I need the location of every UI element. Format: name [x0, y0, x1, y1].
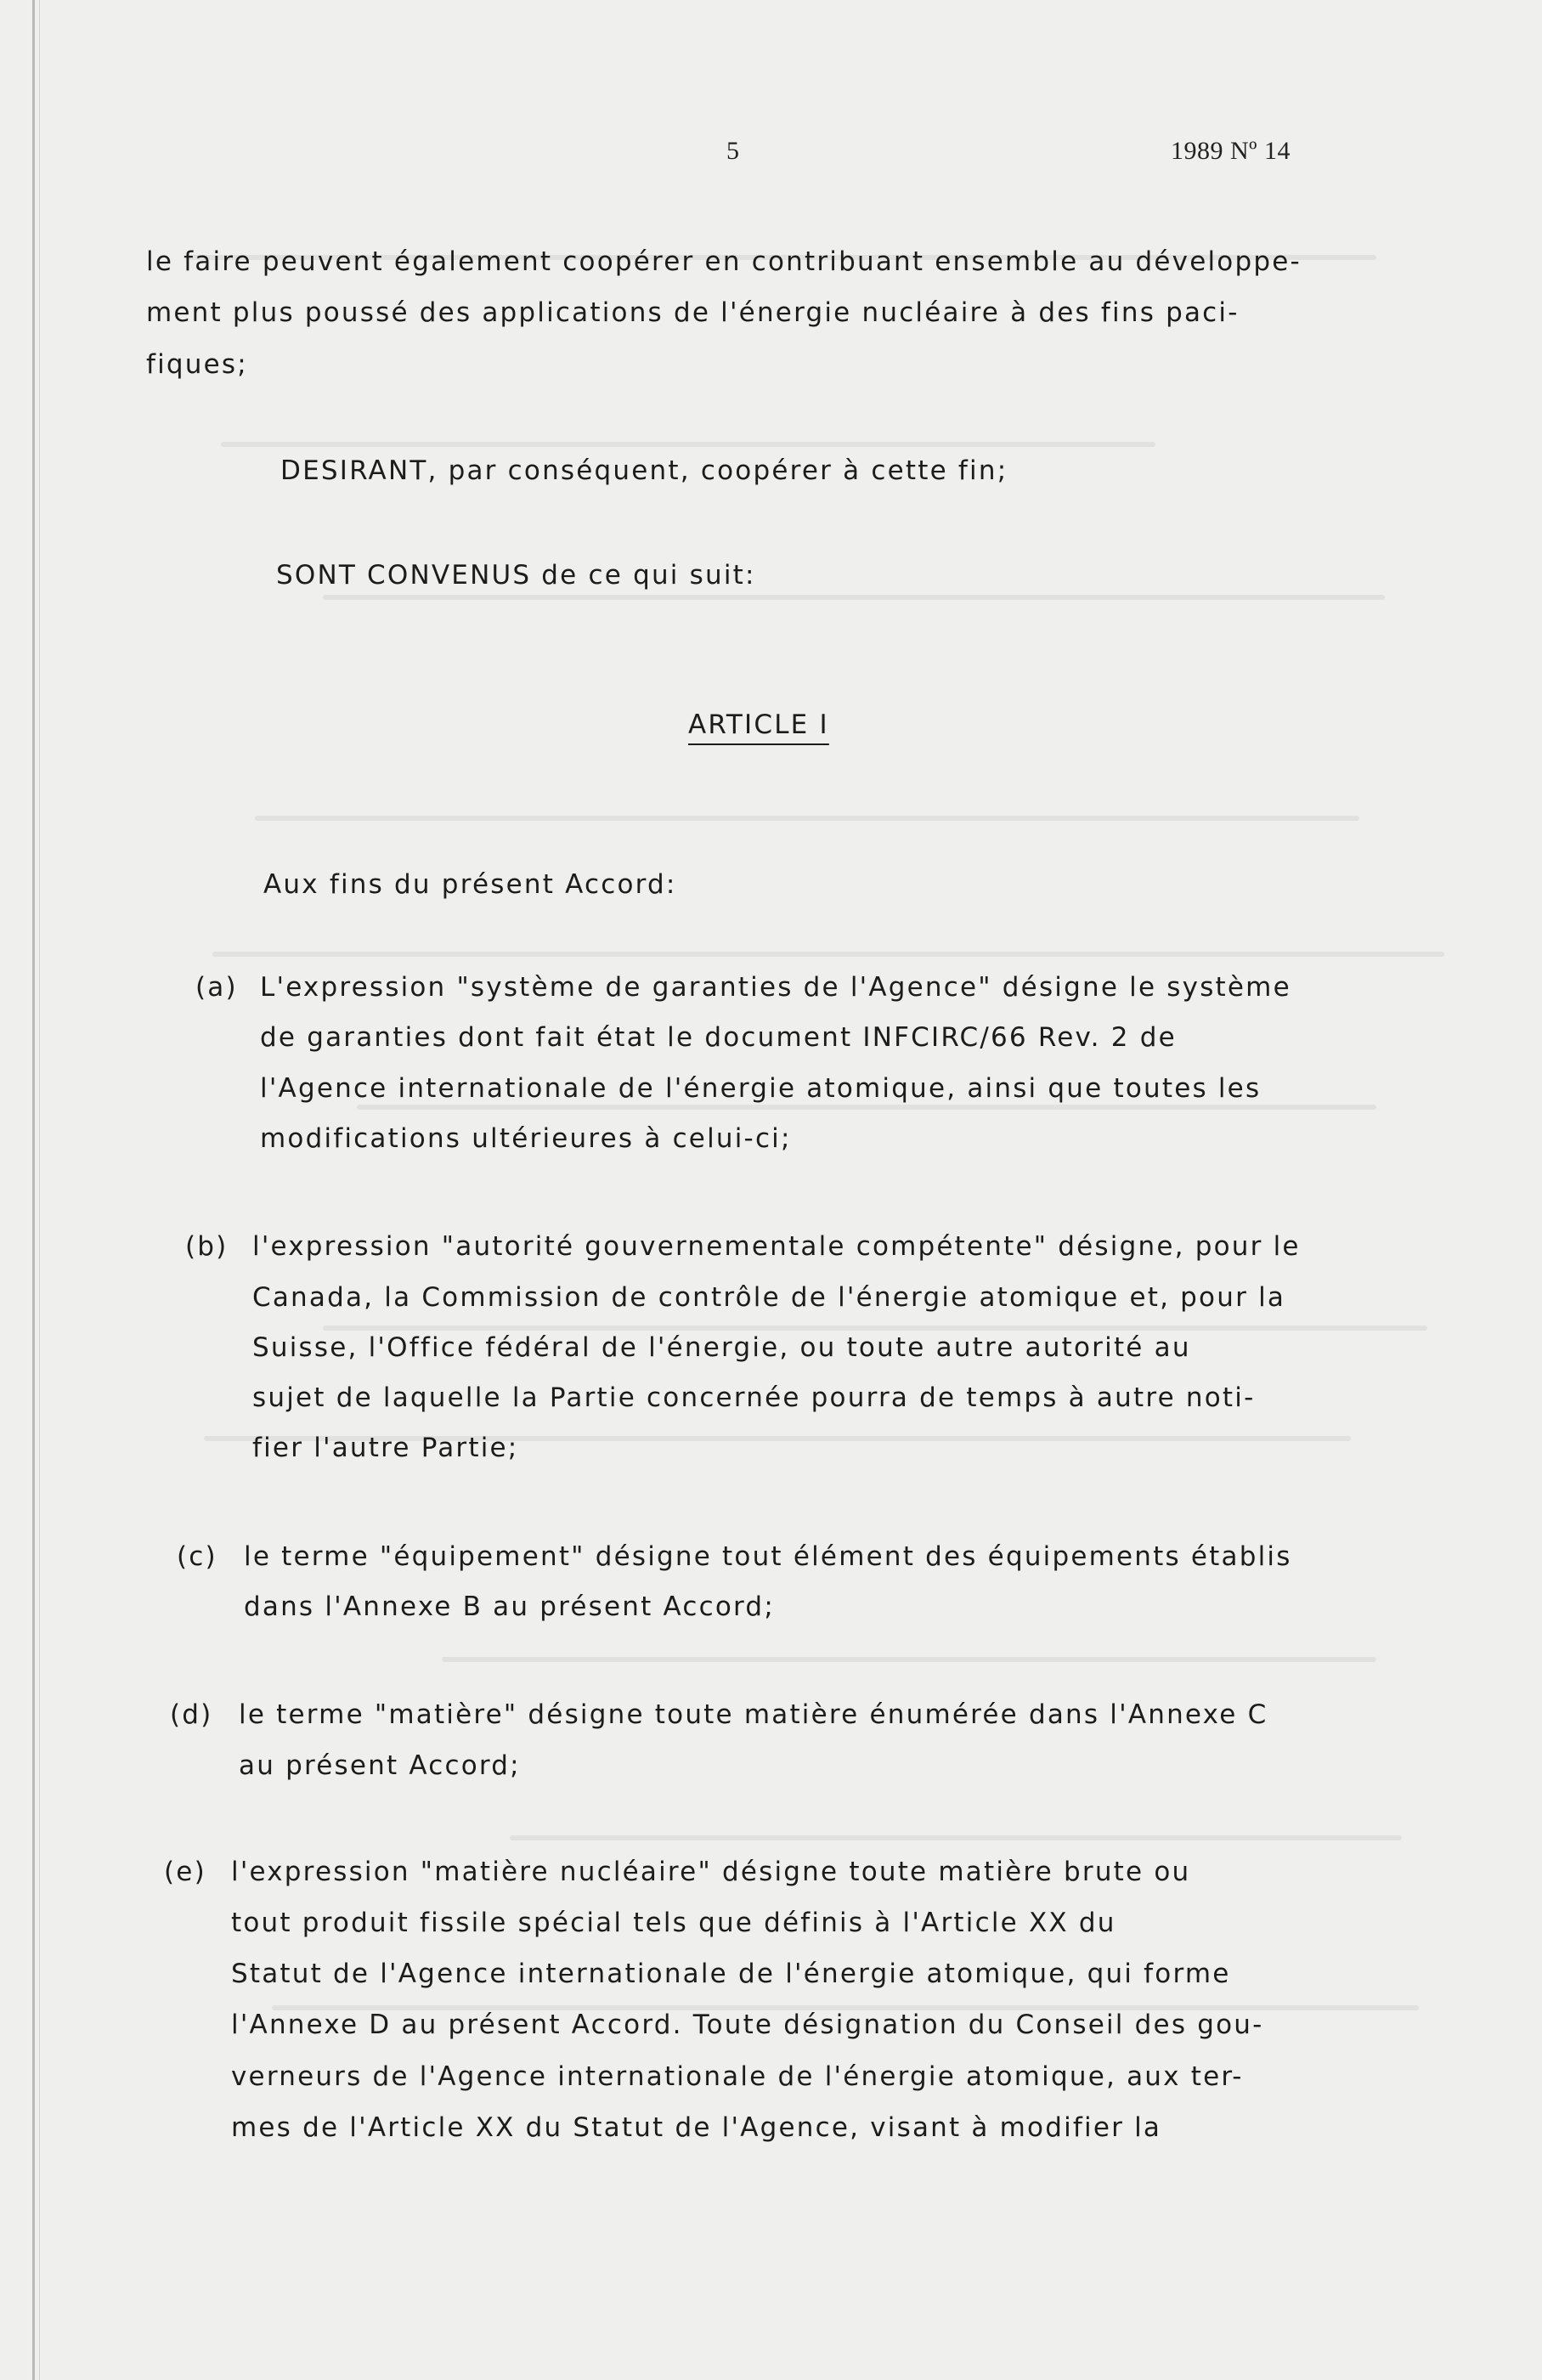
definition-line: tout produit fissile spécial tels que définis à l'Article XX du — [231, 1908, 1116, 1938]
desirant-clause: DESIRANT, par conséquent, coopérer à cette fin; — [280, 455, 1008, 486]
definition-line: l'expression "matière nucléaire" désigne toute matière brute ou — [231, 1857, 1191, 1887]
preamble-line: le faire peuvent également coopérer en contribuant ensemble au développe- — [146, 246, 1302, 277]
convenus-clause: SONT CONVENUS de ce qui suit: — [276, 560, 756, 591]
definition-line: le terme "matière" désigne toute matière énumérée dans l'Annexe C — [239, 1699, 1268, 1730]
definition-label: (d) — [170, 1699, 213, 1730]
definition-line: fier l'autre Partie; — [252, 1433, 519, 1463]
article-intro: Aux fins du présent Accord: — [263, 869, 677, 900]
definition-line: modifications ultérieures à celui-ci; — [260, 1123, 792, 1154]
definition-label: (c) — [177, 1541, 217, 1572]
definition-line: verneurs de l'Agence internationale de l'énergie atomique, aux ter- — [231, 2061, 1244, 2092]
definition-line: de garanties dont fait état le document INFCIRC/66 Rev. 2 de — [260, 1022, 1177, 1053]
page-number: 5 — [726, 137, 740, 165]
definition-line: l'Annexe D au présent Accord. Toute désignation du Conseil des gou- — [231, 2010, 1264, 2040]
preamble-line: fiques; — [146, 349, 248, 380]
definition-label: (b) — [185, 1231, 229, 1262]
definition-line: Suisse, l'Office fédéral de l'énergie, ou toute autre autorité au — [252, 1332, 1191, 1363]
definition-line: Statut de l'Agence internationale de l'énergie atomique, qui forme — [231, 1959, 1231, 1989]
definition-line: l'Agence internationale de l'énergie atomique, ainsi que toutes les — [260, 1073, 1262, 1104]
definition-label: (a) — [195, 972, 238, 1003]
definition-line: Canada, la Commission de contrôle de l'énergie atomique et, pour la — [252, 1282, 1286, 1313]
preamble-line: ment plus poussé des applications de l'énergie nucléaire à des fins paci- — [146, 297, 1240, 328]
definition-line: L'expression "système de garanties de l'Agence" désigne le système — [260, 972, 1291, 1003]
definition-line: sujet de laquelle la Partie concernée pourra de temps à autre noti- — [252, 1382, 1256, 1413]
definition-label: (e) — [164, 1857, 206, 1887]
definition-line: l'expression "autorité gouvernementale compétente" désigne, pour le — [252, 1231, 1301, 1262]
definition-line: mes de l'Article XX du Statut de l'Agence, visant à modifier la — [231, 2112, 1162, 2143]
document-reference: 1989 Nº 14 — [1171, 137, 1291, 165]
article-title: ARTICLE I — [688, 709, 829, 740]
definition-line: le terme "équipement" désigne tout élément des équipements établis — [244, 1541, 1292, 1572]
definition-line: dans l'Annexe B au présent Accord; — [244, 1591, 775, 1622]
definition-line: au présent Accord; — [239, 1750, 521, 1781]
